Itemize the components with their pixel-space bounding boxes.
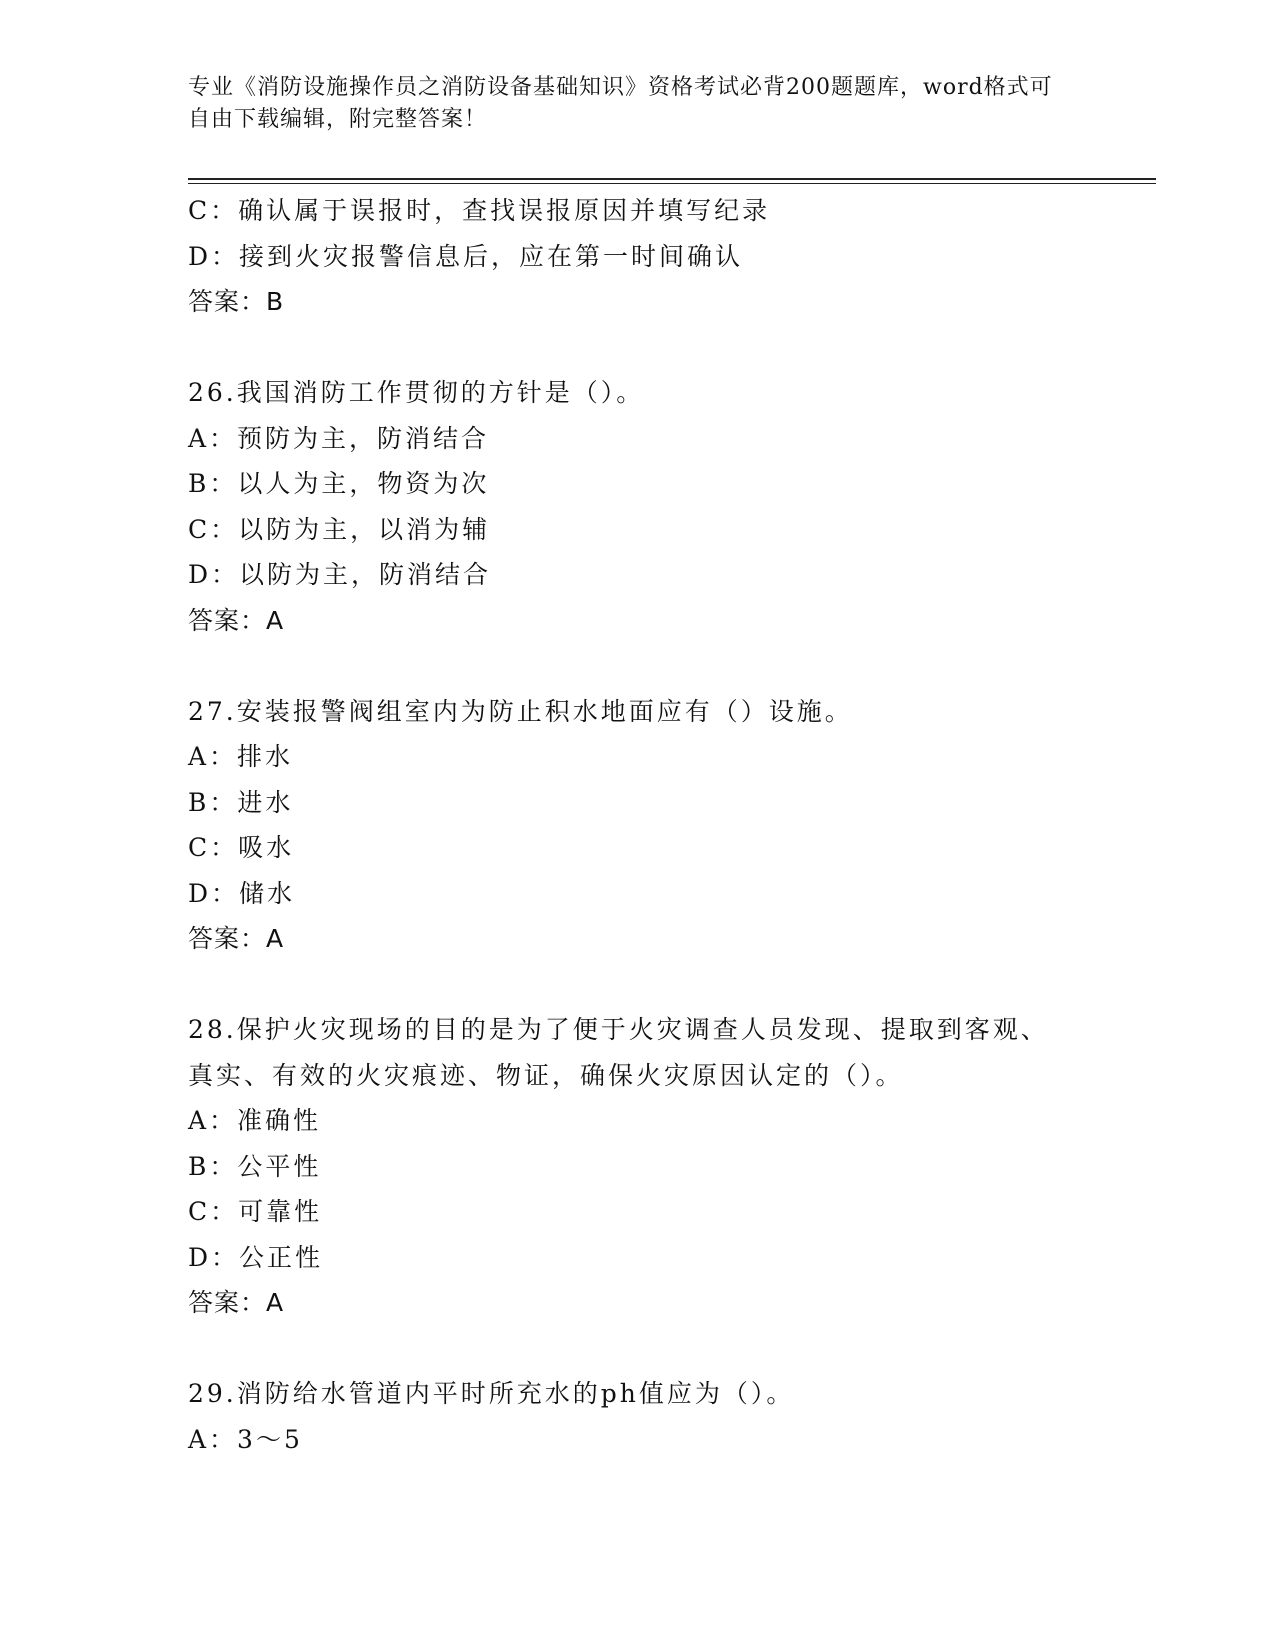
question-stem-line-1: 28.保护火灾现场的目的是为了便于火灾调查人员发现、提取到客观、 — [188, 1015, 1049, 1044]
option-b: B：公平性 — [188, 1151, 322, 1181]
option-c: C：确认属于误报时，查找误报原因并填写纪录 — [188, 196, 771, 225]
option-a: A：排水 — [188, 742, 294, 771]
option-b: B：以人为主，物资为次 — [188, 469, 490, 498]
question-stem-line-2: 真实、有效的火灾痕迹、物证，确保火灾原因认定的（）。 — [188, 1060, 904, 1090]
option-a: A：预防为主，防消结合 — [188, 423, 490, 453]
question-stem: 29.消防给水管道内平时所充水的ph值应为（）。 — [188, 1379, 795, 1408]
answer-label: 答案：B — [188, 287, 285, 316]
header-rule-thin — [188, 183, 1156, 184]
question-stem: 27.安装报警阀组室内为防止积水地面应有（）设施。 — [188, 696, 853, 726]
option-d: D：接到火灾报警信息后，应在第一时间确认 — [188, 241, 744, 271]
option-d: D：公正性 — [188, 1242, 324, 1272]
document-header: 专业《消防设施操作员之消防设备基础知识》资格考试必背200题题库，word格式可自由下载编辑，附完整答案！ — [188, 75, 1053, 132]
option-a: A：准确性 — [188, 1106, 322, 1135]
option-a: A：3～5 — [188, 1424, 303, 1454]
option-c: C：可靠性 — [188, 1197, 323, 1226]
option-c: C：以防为主，以消为辅 — [188, 514, 491, 544]
option-c: C：吸水 — [188, 833, 295, 862]
question-content — [188, 188, 1088, 1462]
answer-label: 答案：A — [188, 1288, 285, 1317]
header-rule-thick — [188, 178, 1156, 180]
answer-label: 答案：A — [188, 924, 285, 953]
option-d: D：以防为主，防消结合 — [188, 560, 492, 589]
option-d: D：储水 — [188, 878, 296, 908]
question-stem: 26.我国消防工作贯彻的方针是（）。 — [188, 378, 645, 407]
option-b: B：进水 — [188, 787, 294, 817]
answer-label: 答案：A — [188, 605, 285, 635]
